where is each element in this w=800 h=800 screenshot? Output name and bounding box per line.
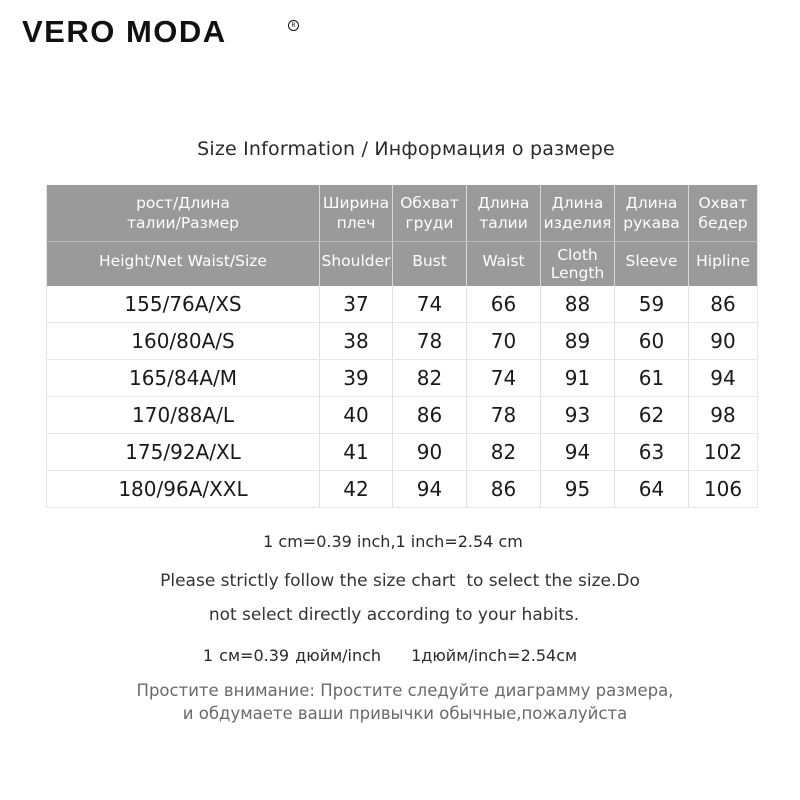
header-en-shoulder: Shoulder xyxy=(320,242,393,287)
header-ru-length: Длина изделия xyxy=(541,185,615,242)
size-advice-english-line-2: not select directly according to your habits. xyxy=(208,605,580,625)
unit-conversion-english: 1 cm=0.39 inch,1 inch=2.54 cm xyxy=(263,532,523,551)
hipline-cell: 98 xyxy=(689,397,758,434)
waist-cell: 74 xyxy=(467,360,541,397)
shoulder-cell: 41 xyxy=(320,434,393,471)
length-cell: 89 xyxy=(541,323,615,360)
length-cell: 93 xyxy=(541,397,615,434)
hipline-cell: 94 xyxy=(689,360,758,397)
bust-cell: 82 xyxy=(393,360,467,397)
header-en-hipline: Hipline xyxy=(689,242,758,287)
size-advice-russian-line-1: Простите внимание: Простите следуйте диаграмму размера, xyxy=(136,681,674,700)
waist-cell: 86 xyxy=(467,471,541,508)
brand-logo xyxy=(22,14,227,50)
table-row xyxy=(47,397,758,434)
table-row xyxy=(47,286,758,323)
bust-cell: 90 xyxy=(393,434,467,471)
size-chart-table xyxy=(46,185,758,508)
size-cell: 165/84A/M xyxy=(47,360,320,397)
waist-cell: 70 xyxy=(467,323,541,360)
conversion-russian-inch: 1дюйм/inch=2.54см xyxy=(411,646,578,665)
header-en-height-size: Height/Net Waist/Size xyxy=(47,242,320,287)
table-row xyxy=(47,434,758,471)
waist-cell: 82 xyxy=(467,434,541,471)
hipline-cell: 106 xyxy=(689,471,758,508)
sleeve-cell: 64 xyxy=(615,471,689,508)
header-ru-height-size: рост/Длина талии/Размер xyxy=(47,185,320,242)
shoulder-cell: 39 xyxy=(320,360,393,397)
size-cell: 180/96A/XXL xyxy=(47,471,320,508)
shoulder-cell: 42 xyxy=(320,471,393,508)
size-cell: 170/88A/L xyxy=(47,397,320,434)
header-ru-shoulder: Ширина плеч xyxy=(320,185,393,242)
size-cell: 155/76A/XS xyxy=(47,286,320,323)
header-en-cloth-length: Cloth Length xyxy=(541,242,615,287)
hipline-cell: 102 xyxy=(689,434,758,471)
shoulder-cell: 40 xyxy=(320,397,393,434)
sleeve-cell: 63 xyxy=(615,434,689,471)
header-ru-hipline: Охват бедер xyxy=(689,185,758,242)
conversion-russian-cm: 1 см=0.39 дюйм/inch xyxy=(202,646,382,665)
hipline-cell: 90 xyxy=(689,323,758,360)
length-cell: 95 xyxy=(541,471,615,508)
waist-cell: 66 xyxy=(467,286,541,323)
size-advice-english-line-1: Please strictly follow the size chart to select the size.Do xyxy=(160,571,640,591)
registered-trademark-icon: R xyxy=(288,20,299,31)
size-cell: 160/80A/S xyxy=(47,323,320,360)
table-row xyxy=(47,360,758,397)
header-row-english xyxy=(47,242,758,287)
length-cell: 91 xyxy=(541,360,615,397)
header-ru-waist: Длина талии xyxy=(467,185,541,242)
header-ru-bust: Обхват груди xyxy=(393,185,467,242)
table-row xyxy=(47,471,758,508)
bust-cell: 74 xyxy=(393,286,467,323)
shoulder-cell: 38 xyxy=(320,323,393,360)
page-title: Size Information / Информация о размере xyxy=(197,138,615,160)
header-en-waist: Waist xyxy=(467,242,541,287)
brand-name: VERO MODA xyxy=(22,14,227,49)
sleeve-cell: 62 xyxy=(615,397,689,434)
header-en-bust: Bust xyxy=(393,242,467,287)
size-cell: 175/92A/XL xyxy=(47,434,320,471)
header-en-sleeve: Sleeve xyxy=(615,242,689,287)
bust-cell: 86 xyxy=(393,397,467,434)
bust-cell: 78 xyxy=(393,323,467,360)
length-cell: 88 xyxy=(541,286,615,323)
hipline-cell: 86 xyxy=(689,286,758,323)
length-cell: 94 xyxy=(541,434,615,471)
size-advice-russian-line-2: и обдумаете ваши привычки обычные,пожалуйста xyxy=(182,704,628,723)
sleeve-cell: 61 xyxy=(615,360,689,397)
sleeve-cell: 59 xyxy=(615,286,689,323)
bust-cell: 94 xyxy=(393,471,467,508)
unit-conversion-russian xyxy=(0,646,790,665)
shoulder-cell: 37 xyxy=(320,286,393,323)
waist-cell: 78 xyxy=(467,397,541,434)
sleeve-cell: 60 xyxy=(615,323,689,360)
header-row-russian xyxy=(47,185,758,242)
header-ru-sleeve: Длина рукава xyxy=(615,185,689,242)
table-row xyxy=(47,323,758,360)
